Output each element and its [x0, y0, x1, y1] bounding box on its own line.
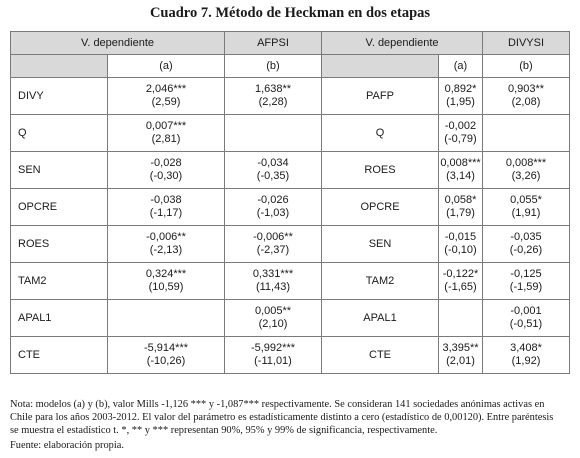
- coefficient-cell: [439, 300, 483, 337]
- coefficient-cell: [483, 78, 570, 115]
- variable-name: TAM2: [11, 263, 108, 300]
- t-statistic: (2,81): [151, 133, 181, 145]
- coefficient-value: -0,026: [257, 194, 289, 206]
- variable-name: TAM2: [322, 263, 439, 300]
- coefficient-value: -0,122*: [442, 268, 479, 280]
- header-blank-right: [322, 55, 439, 78]
- t-statistic: (2,01): [446, 355, 475, 367]
- table-row: [11, 152, 570, 189]
- t-statistic: (3,14): [446, 170, 475, 182]
- t-statistic: (-0,10): [444, 244, 477, 256]
- coefficient-value: -0,028: [150, 157, 182, 169]
- header-right-a: (a): [439, 55, 483, 78]
- t-statistic: (-0,35): [256, 170, 290, 182]
- variable-name: Q: [11, 115, 108, 152]
- note-line: Chile para los años 2003-2012. El valor del parámetro es estadísticamente distinto a cero (estadístico de 0,00120). Entre paréntesis: [10, 412, 554, 423]
- header-left-a: (a): [108, 55, 225, 78]
- coefficient-value: -0,001: [510, 305, 542, 317]
- variable-name: APAL1: [11, 300, 108, 337]
- coefficient-value: -0,002: [444, 120, 477, 132]
- table-row: [11, 189, 570, 226]
- header-row-1: [11, 32, 570, 55]
- table-row: [11, 226, 570, 263]
- coefficient-cell: [483, 115, 570, 152]
- coefficient-cell: [439, 226, 483, 263]
- coefficient-cell: [225, 226, 322, 263]
- t-statistic: (10,59): [148, 281, 184, 293]
- coefficient-cell: [483, 189, 570, 226]
- table-row: [11, 263, 570, 300]
- coefficient-cell: [108, 115, 225, 152]
- variable-name: ROES: [322, 152, 439, 189]
- coefficient-cell: [439, 78, 483, 115]
- coefficient-value: 0,005**: [254, 305, 292, 317]
- variable-name: APAL1: [322, 300, 439, 337]
- coefficient-cell: [483, 152, 570, 189]
- note-line: Nota: modelos (a) y (b), valor Mills -1,126 *** y -1,087*** respectivamente. Se consideran 141 sociedades anónimas activas en: [10, 399, 545, 410]
- header-left-b: (b): [225, 55, 322, 78]
- t-statistic: (1,91): [511, 207, 541, 219]
- table-title: Cuadro 7. Método de Heckman en dos etapas: [149, 5, 431, 21]
- t-statistic: (-0,30): [149, 170, 183, 182]
- t-statistic: (-2,13): [149, 244, 183, 256]
- table-row: [11, 337, 570, 374]
- coefficient-cell: [108, 152, 225, 189]
- t-statistic: (-0,26): [509, 244, 543, 256]
- coefficient-value: 0,892*: [444, 83, 477, 95]
- variable-name: DIVY: [11, 78, 108, 115]
- coefficient-value: -0,035: [510, 231, 542, 243]
- variable-name: ROES: [11, 226, 108, 263]
- coefficient-cell: [225, 263, 322, 300]
- coefficient-cell: [108, 300, 225, 337]
- t-statistic: (-11,01): [254, 355, 292, 367]
- coefficient-cell: [225, 189, 322, 226]
- coefficient-value: -0,038: [150, 194, 182, 206]
- t-statistic: (-0,51): [509, 318, 543, 330]
- coefficient-cell: [483, 337, 570, 374]
- coefficient-value: 0,055*: [510, 194, 542, 206]
- t-statistic: (-1,59): [509, 281, 543, 293]
- coefficient-value: 0,008***: [505, 157, 547, 169]
- variable-name: OPCRE: [322, 189, 439, 226]
- coefficient-cell: [483, 263, 570, 300]
- t-statistic: (2,08): [511, 96, 541, 108]
- coefficient-cell: [225, 78, 322, 115]
- variable-name: Q: [322, 115, 439, 152]
- coefficient-cell: [108, 263, 225, 300]
- coefficient-cell: [439, 189, 483, 226]
- heckman-table: [10, 31, 570, 374]
- coefficient-value: -0,006**: [146, 231, 186, 243]
- t-statistic: (-10,26): [146, 355, 186, 367]
- coefficient-cell: [108, 78, 225, 115]
- coefficient-cell: [483, 300, 570, 337]
- variable-name: SEN: [322, 226, 439, 263]
- coefficient-value: 3,408*: [510, 342, 542, 354]
- coefficient-cell: [225, 115, 322, 152]
- table-row: [11, 300, 570, 337]
- note-line: se muestra el estadístico t. *, ** y *** representan 90%, 95% y 99% de significancia, respectivamente.: [10, 425, 438, 436]
- variable-name: PAFP: [322, 78, 439, 115]
- t-statistic: (-0,79): [444, 133, 477, 145]
- coefficient-cell: [108, 337, 225, 374]
- variable-name: OPCRE: [11, 189, 108, 226]
- coefficient-value: 0,331***: [252, 268, 294, 280]
- t-statistic: (1,79): [446, 207, 475, 219]
- coefficient-cell: [439, 337, 483, 374]
- table-notes: [10, 398, 570, 437]
- coefficient-value: 2,046***: [145, 83, 187, 95]
- table-row: [11, 78, 570, 115]
- t-statistic: (2,28): [258, 96, 288, 108]
- header-right-dependent: DIVYSI: [483, 32, 570, 55]
- header-left-group: V. dependiente: [11, 32, 225, 55]
- coefficient-cell: [225, 300, 322, 337]
- coefficient-value: 0,903**: [507, 83, 545, 95]
- coefficient-value: -0,034: [257, 157, 289, 169]
- t-statistic: (-1,03): [256, 207, 290, 219]
- t-statistic: (1,95): [446, 96, 475, 108]
- coefficient-value: 0,008***: [440, 157, 481, 169]
- t-statistic: (11,43): [255, 281, 291, 293]
- t-statistic: (-2,37): [256, 244, 290, 256]
- coefficient-cell: [439, 152, 483, 189]
- coefficient-value: 1,638**: [254, 83, 292, 95]
- source-note: Fuente: elaboración propia.: [10, 440, 124, 451]
- coefficient-cell: [225, 152, 322, 189]
- variable-name: SEN: [11, 152, 108, 189]
- table-row: [11, 115, 570, 152]
- coefficient-value: -5,914***: [143, 342, 189, 354]
- header-right-b: (b): [483, 55, 570, 78]
- coefficient-cell: [439, 263, 483, 300]
- t-statistic: (2,59): [151, 96, 181, 108]
- t-statistic: (3,26): [511, 170, 541, 182]
- coefficient-value: 0,007***: [145, 120, 187, 132]
- coefficient-value: -0,125: [510, 268, 542, 280]
- header-right-group: V. dependiente: [322, 32, 483, 55]
- coefficient-value: -0,015: [444, 231, 477, 243]
- t-statistic: (2,10): [258, 318, 288, 330]
- t-statistic: (-1,17): [149, 207, 183, 219]
- header-row-2: [11, 55, 570, 78]
- header-left-dependent: AFPSI: [225, 32, 322, 55]
- header-blank-left: [11, 55, 108, 78]
- coefficient-cell: [108, 226, 225, 263]
- coefficient-value: 3,395**: [442, 342, 479, 354]
- coefficient-cell: [439, 115, 483, 152]
- coefficient-cell: [108, 189, 225, 226]
- coefficient-cell: [483, 226, 570, 263]
- variable-name: CTE: [11, 337, 108, 374]
- coefficient-cell: [225, 337, 322, 374]
- coefficient-value: 0,058*: [444, 194, 477, 206]
- coefficient-value: 0,324***: [145, 268, 187, 280]
- t-statistic: (-1,65): [444, 281, 477, 293]
- coefficient-value: -0,006**: [253, 231, 293, 243]
- coefficient-value: -5,992***: [250, 342, 296, 354]
- variable-name: CTE: [322, 337, 439, 374]
- t-statistic: (1,92): [511, 355, 541, 367]
